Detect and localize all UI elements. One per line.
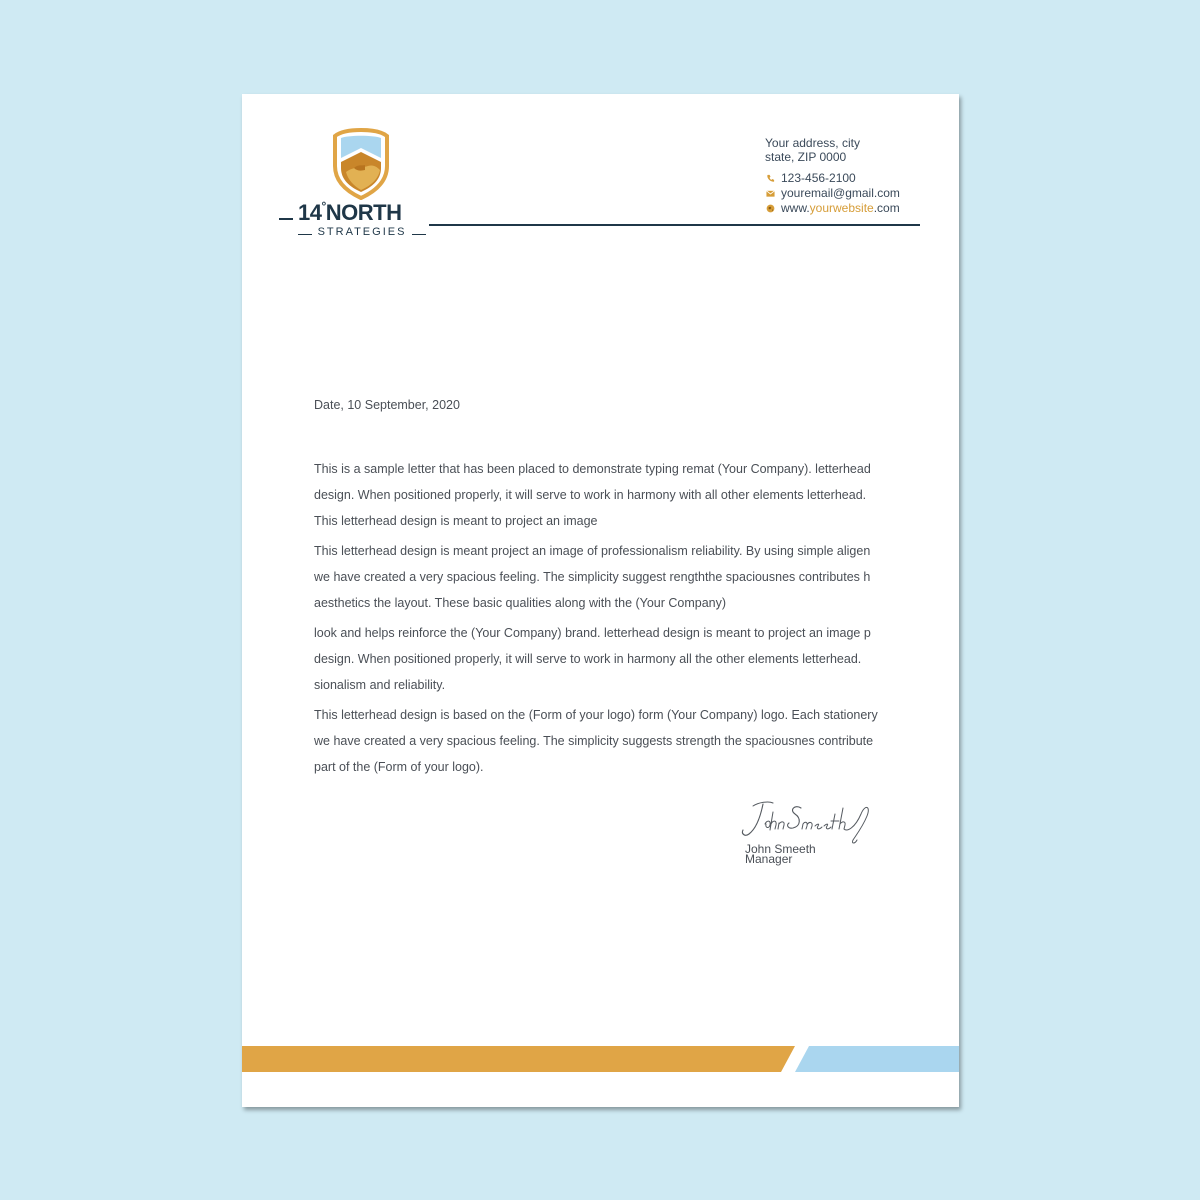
letter-date: Date, 10 September, 2020 [314, 398, 460, 412]
paragraph-line: design. When positioned properly, it will serve to work in harmony all the other elements letterhead. [314, 652, 862, 666]
footer-gold-band [242, 1046, 795, 1072]
header-rule [429, 224, 920, 226]
brand-tagline: STRATEGIES [317, 226, 407, 238]
letter-body [314, 396, 894, 780]
paragraph-line: we have created a very spacious feeling. The simplicity suggests strength the spaciousnes contribute [314, 734, 874, 748]
paragraph-1 [314, 456, 894, 534]
envelope-icon [766, 189, 775, 198]
shield-mountain-icon [332, 128, 390, 200]
paragraph-line: aesthetics the layout. These basic qualities along with the (Your Company) [314, 596, 727, 610]
signer-title: Manager [745, 852, 793, 866]
brand-number: 14 [298, 200, 322, 225]
website-prefix: www. [781, 201, 810, 215]
footer-sky-band [795, 1046, 959, 1072]
website-domain: yourwebsite [809, 201, 874, 215]
paragraph-line: we have created a very spacious feeling. The simplicity suggest rengththe spaciousnes contributes h [314, 570, 871, 584]
handwritten-signature [739, 794, 889, 846]
footer-color-bar [242, 1046, 959, 1072]
paragraph-line: This is a sample letter that has been placed to demonstrate typing remat (Your Company). letterhead [314, 462, 871, 476]
paragraph-line: part of the (Form of your logo). [314, 760, 484, 774]
paragraph-line: design. When positioned properly, it will serve to work in harmony with all other elements letterhead. [314, 488, 867, 502]
email-row [765, 186, 935, 201]
paragraph-line: sionalism and reliability. [314, 678, 446, 692]
header-rule-left [279, 218, 293, 220]
paragraph-line: This letterhead design is based on the (Form of your logo) form (Your Company) logo. Each stationery [314, 708, 878, 722]
contact-block [765, 136, 935, 216]
globe-icon [766, 204, 775, 213]
brand-degree: ° [321, 198, 326, 213]
letterhead-sheet [242, 94, 959, 1107]
website-suffix: .com [873, 201, 900, 215]
company-logo [278, 128, 430, 248]
website-row [765, 201, 935, 216]
phone-number: 123-456-2100 [781, 171, 856, 185]
paragraph-line: This letterhead design is meant to project an image [314, 514, 598, 528]
paragraph-4 [314, 702, 894, 780]
paragraph-line: look and helps reinforce the (Your Company) brand. letterhead design is meant to project an image p [314, 626, 871, 640]
signature-block [739, 794, 899, 866]
signer-name: John Smeeth [745, 842, 816, 856]
email-address: youremail@gmail.com [781, 186, 900, 200]
tagline-dash-right [412, 234, 426, 235]
brand-name [298, 200, 428, 226]
phone-row [765, 171, 935, 186]
address-line-2: state, ZIP 0000 [765, 150, 847, 164]
paragraph-3 [314, 620, 894, 698]
address-line-1: Your address, city [765, 136, 860, 150]
phone-icon [766, 174, 775, 183]
brand-word: NORTH [325, 200, 402, 225]
paragraph-2 [314, 538, 894, 616]
paragraph-line: This letterhead design is meant project an image of professionalism reliability. By using simple aligen [314, 544, 871, 558]
